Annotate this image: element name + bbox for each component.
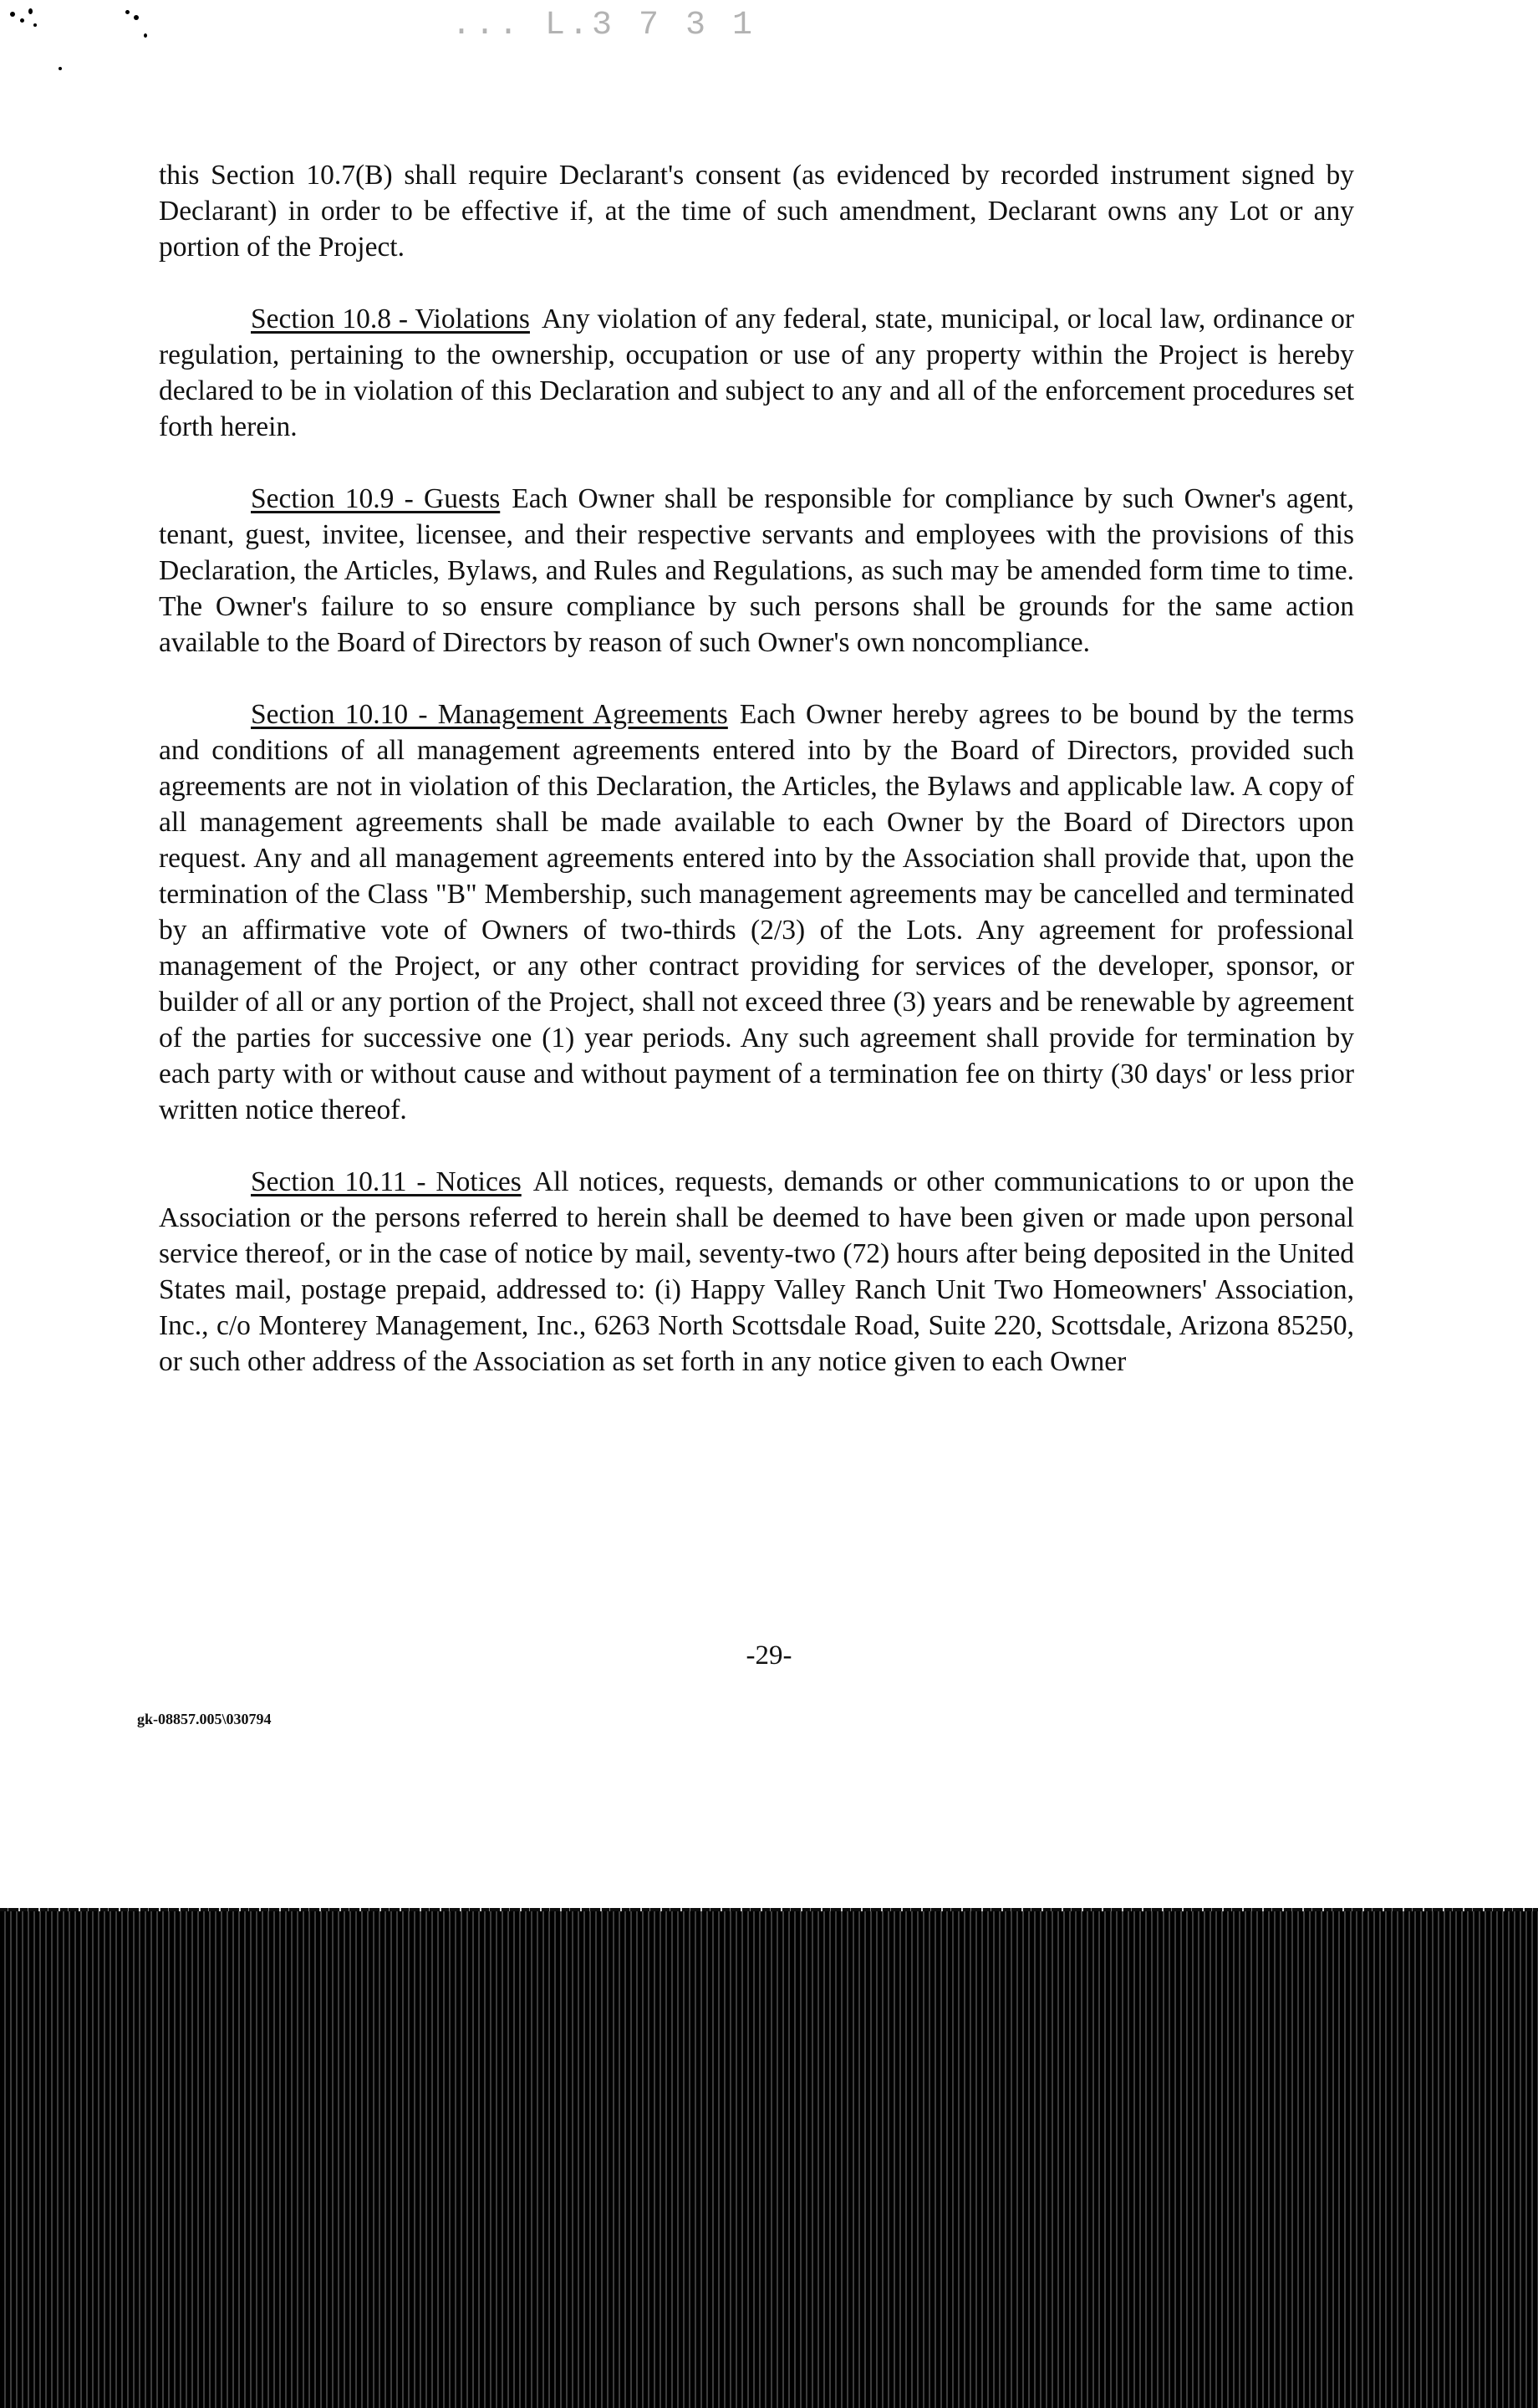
- section-heading: Section 10.10 - Management Agreements: [251, 699, 728, 730]
- paragraph-text: Each Owner shall be responsible for compliance by such Owner's agent, tenant, guest, invitee, licensee, and their respective servants and employees with the provisions of this Declaration, the Articles, Bylaws, and Rules and Regulations, as such may be amended form time to time. The Owner's failure to so ensure compliance by such persons shall be grounds for the same action available to the Board of Directors by reason of such Owner's own noncompliance.: [159, 483, 1354, 658]
- paragraph-section-10-10: [159, 696, 1354, 1128]
- header-stamp: ... L.3 7 3 1: [451, 7, 756, 44]
- section-heading: Section 10.9 - Guests: [251, 483, 501, 514]
- scan-artifact-band: [0, 1911, 1538, 2408]
- paragraph-section-10-8: [159, 301, 1354, 445]
- section-heading: Section 10.11 - Notices: [251, 1166, 522, 1197]
- section-heading: Section 10.8 - Violations: [251, 304, 530, 334]
- document-body: [159, 157, 1354, 1416]
- paragraph-section-10-11: [159, 1164, 1354, 1380]
- page-number: -29-: [746, 1640, 792, 1671]
- paragraph-text: All notices, requests, demands or other communications to or upon the Association or the persons referred to herein shall be deemed to have been given or made upon personal service thereof, or in the case of notice by mail, seventy-two (72) hours after being deposited in the United States mail, postage prepaid, addressed to: (i) Happy Valley Ranch Unit Two Homeowners' Association, Inc., c/o Monterey Management, Inc., 6263 North Scottsdale Road, Suite 220, Scottsdale, Arizona 85250, or such other address of the Association as set forth in any notice given to each Owner: [159, 1166, 1354, 1377]
- document-code: gk-08857.005\030794: [137, 1711, 272, 1727]
- paragraph-text: Each Owner hereby agrees to be bound by the terms and conditions of all management agreements entered into by the Board of Directors, provided such agreements are not in violation of this Declaration, the Articles, the Bylaws and applicable law. A copy of all management agreements shall be made available to each Owner by the Board of Directors upon request. Any and all management agreements entered into by the Association shall provide that, upon the termination of the Class "B" Membership, such management agreements may be cancelled and terminated by an affirmative vote of Owners of two-thirds (2/3) of the Lots. Any agreement for professional management of the Project, or any other contract providing for services of the developer, sponsor, or builder of all or any portion of the Project, shall not exceed three (3) years and be renewable by agreement of the parties for successive one (1) year periods. Any such agreement shall provide for termination by each party with or without cause and without payment of a termination fee on thirty (30 days' or less prior written notice thereof.: [159, 699, 1354, 1125]
- paragraph-text: this Section 10.7(B) shall require Declarant's consent (as evidenced by recorded instrument signed by Declarant) in order to be effective if, at the time of such amendment, Declarant owns any Lot or any portion of the Project.: [159, 160, 1354, 263]
- paragraph-text: Any violation of any federal, state, municipal, or local law, ordinance or regulation, pertaining to the ownership, occupation or use of any property within the Project is hereby declared to be in violation of this Declaration and subject to any and all of the enforcement procedures set forth herein.: [159, 304, 1354, 442]
- paragraph-section-10-9: [159, 481, 1354, 661]
- scan-noise-marks: [0, 0, 1538, 84]
- paragraph-continuation: [159, 157, 1354, 265]
